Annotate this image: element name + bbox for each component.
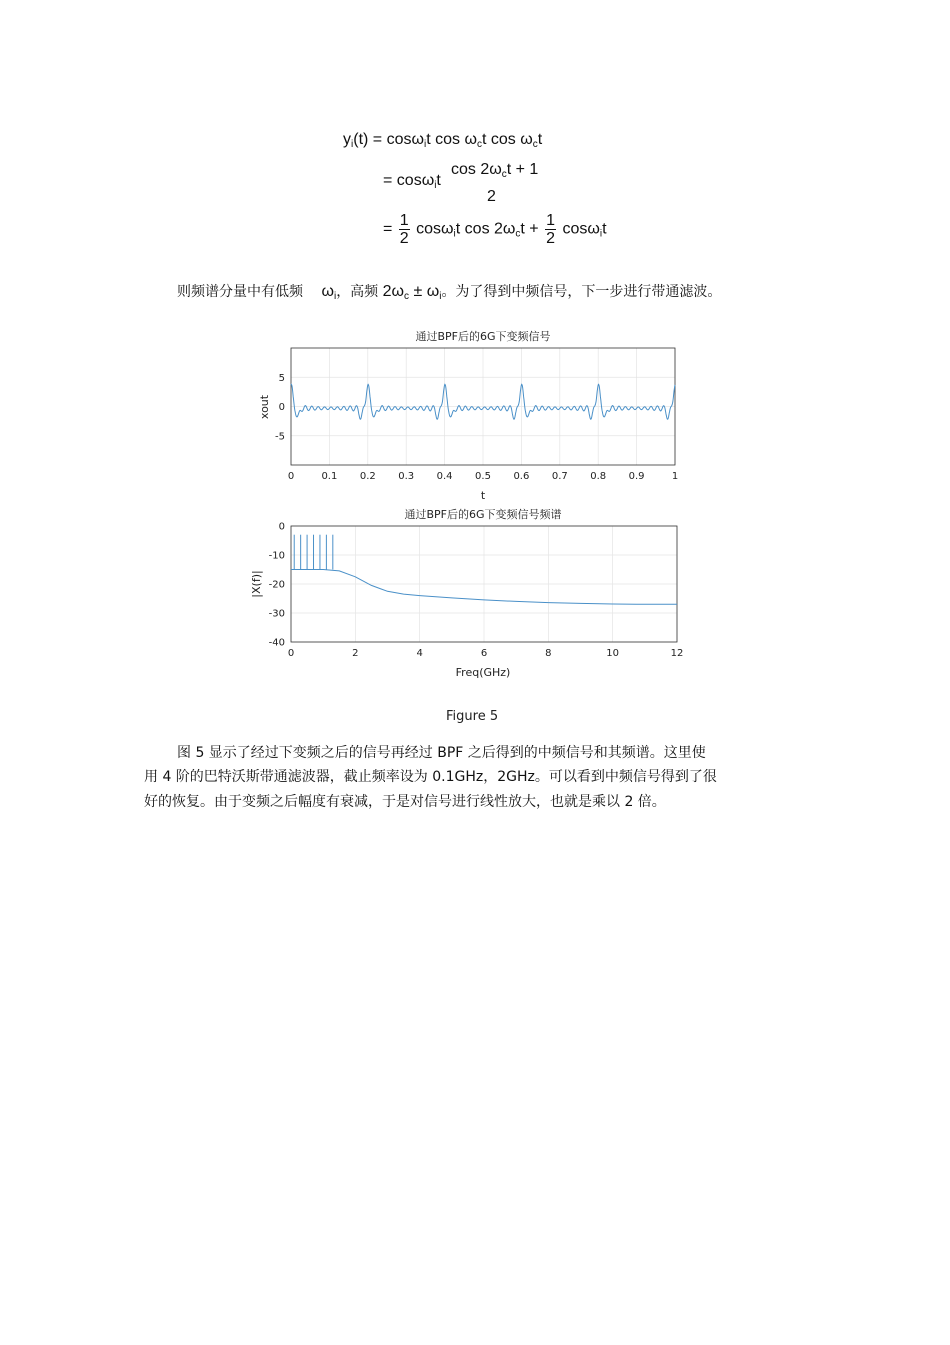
eq-fraction: $\frac{1}{2}$ [399,212,409,247]
eq-sub: i [434,180,437,191]
top-plot-ylabel: xout [258,394,271,420]
top-x-tick-label: 0.9 [628,471,645,482]
eq-text: t cos ω [481,131,533,148]
bottom-x-tick-label: 0 [287,648,295,659]
sentence-text: ，高频 [336,284,379,300]
eq-text: = cosω [372,131,424,148]
eq-sub: i [423,139,427,150]
bottom-y-tick-label: -10 [268,550,285,562]
bottom-plot-spikes [294,535,333,570]
equation-line-1 [343,131,542,150]
bottom-y-tick-label: -20 [268,579,285,591]
top-x-tick-label: 0 [287,471,295,482]
bottom-x-tick-label: 4 [416,648,423,659]
bottom-x-tick-label: 6 [480,648,488,659]
equation-line-2 [383,172,441,191]
eq-fraction: $\frac{1}{2}$ [546,212,555,247]
bottom-plot-title: 通过BPF后的6G下变频信号频谱 [404,508,562,521]
equation-line-3 [383,212,607,247]
eq-text: cos 2ω [451,161,502,178]
bottom-x-tick-label: 8 [545,648,552,659]
sentence-text: 则频谱分量中有低频 [177,284,303,300]
eq-sub: i [453,228,456,240]
top-plot-grid [291,348,675,465]
eq-arg: (t) [353,131,369,148]
eq-text: cosω [416,220,454,238]
eq-text: t + 1 [506,161,539,178]
top-x-tick-label: 0.4 [436,471,453,482]
body-line-2: 用 4 阶的巴特沃斯带通滤波器，截止频率设为 0.1GHz，2GHz。可以看到中频信号得到了很 [144,769,717,785]
omega-low: $\omega_i$ [321,283,337,302]
top-x-tick-label: 0.3 [398,471,415,482]
bottom-y-tick-label: 0 [278,521,285,533]
top-y-tick-label: -5 [275,431,285,443]
spectrum-sentence [177,280,721,309]
eq-sub: c [532,139,538,150]
bottom-y-tick-label: -30 [268,608,285,620]
bottom-y-tick-label: -40 [268,637,285,649]
bottom-plot-grid [291,526,677,642]
eq-text: t cos ω [426,131,477,148]
omega-high: $2\omega_c \pm \omega_i$ [382,283,442,302]
figure-5-plots [240,322,700,687]
top-plot-x-ticks [288,471,678,482]
sentence-text: 。为了得到中频信号，下一步进行带通滤波。 [441,284,722,300]
body-line-3: 好的恢复。由于变频之后幅度有衰减，于是对信号进行线性放大，也就是乘以 2 倍。 [144,794,666,810]
eq-text: t [436,172,441,189]
top-plot-title: 通过BPF后的6G下变频信号 [415,330,551,343]
top-plot-xlabel: t [480,489,486,502]
top-x-tick-label: 1 [671,471,679,482]
eq-text: t [537,131,543,148]
eq-y: y [343,131,351,148]
eq-sub: c [476,139,482,150]
bottom-x-tick-label: 10 [606,648,620,659]
figure-caption: Figure 5 [446,709,499,724]
eq-text: = cosω [383,172,435,189]
bottom-plot-xlabel: Freq(GHz) [455,666,511,679]
eq-sub: c [501,169,507,180]
eq-sub: c [515,228,521,240]
body-line-1: 图 5 显示了经过下变频之后的信号再经过 BPF 之后得到的中频信号和其频谱。这里使 [177,745,706,761]
top-plot-y-ticks [275,373,285,443]
eq-text: = [383,220,393,238]
eq-text: t + [520,220,539,238]
eq-sub: i [351,139,354,150]
bottom-x-tick-label: 12 [670,648,684,659]
top-x-tick-label: 0.1 [321,471,338,482]
eq-sub: i [599,228,603,240]
top-x-tick-label: 0.8 [590,471,607,482]
bottom-plot-y-ticks [269,522,285,649]
bottom-plot-ylabel: |X(f)| [250,570,263,598]
equation-line-2-denominator: 2 [487,188,496,205]
top-x-tick-label: 0.2 [359,471,376,482]
eq-text: t cos 2ω [455,220,516,238]
top-x-tick-label: 0.7 [551,471,568,482]
bottom-x-tick-label: 2 [352,648,359,659]
eq-text: t [602,220,607,238]
bottom-plot-x-ticks [288,648,684,659]
top-x-tick-label: 0.5 [475,471,491,482]
top-y-tick-label: 5 [278,372,285,384]
top-y-tick-label: 0 [278,402,285,413]
equation-line-2-numerator [451,161,538,180]
eq-text: cosω [562,220,600,238]
top-x-tick-label: 0.6 [513,471,530,482]
